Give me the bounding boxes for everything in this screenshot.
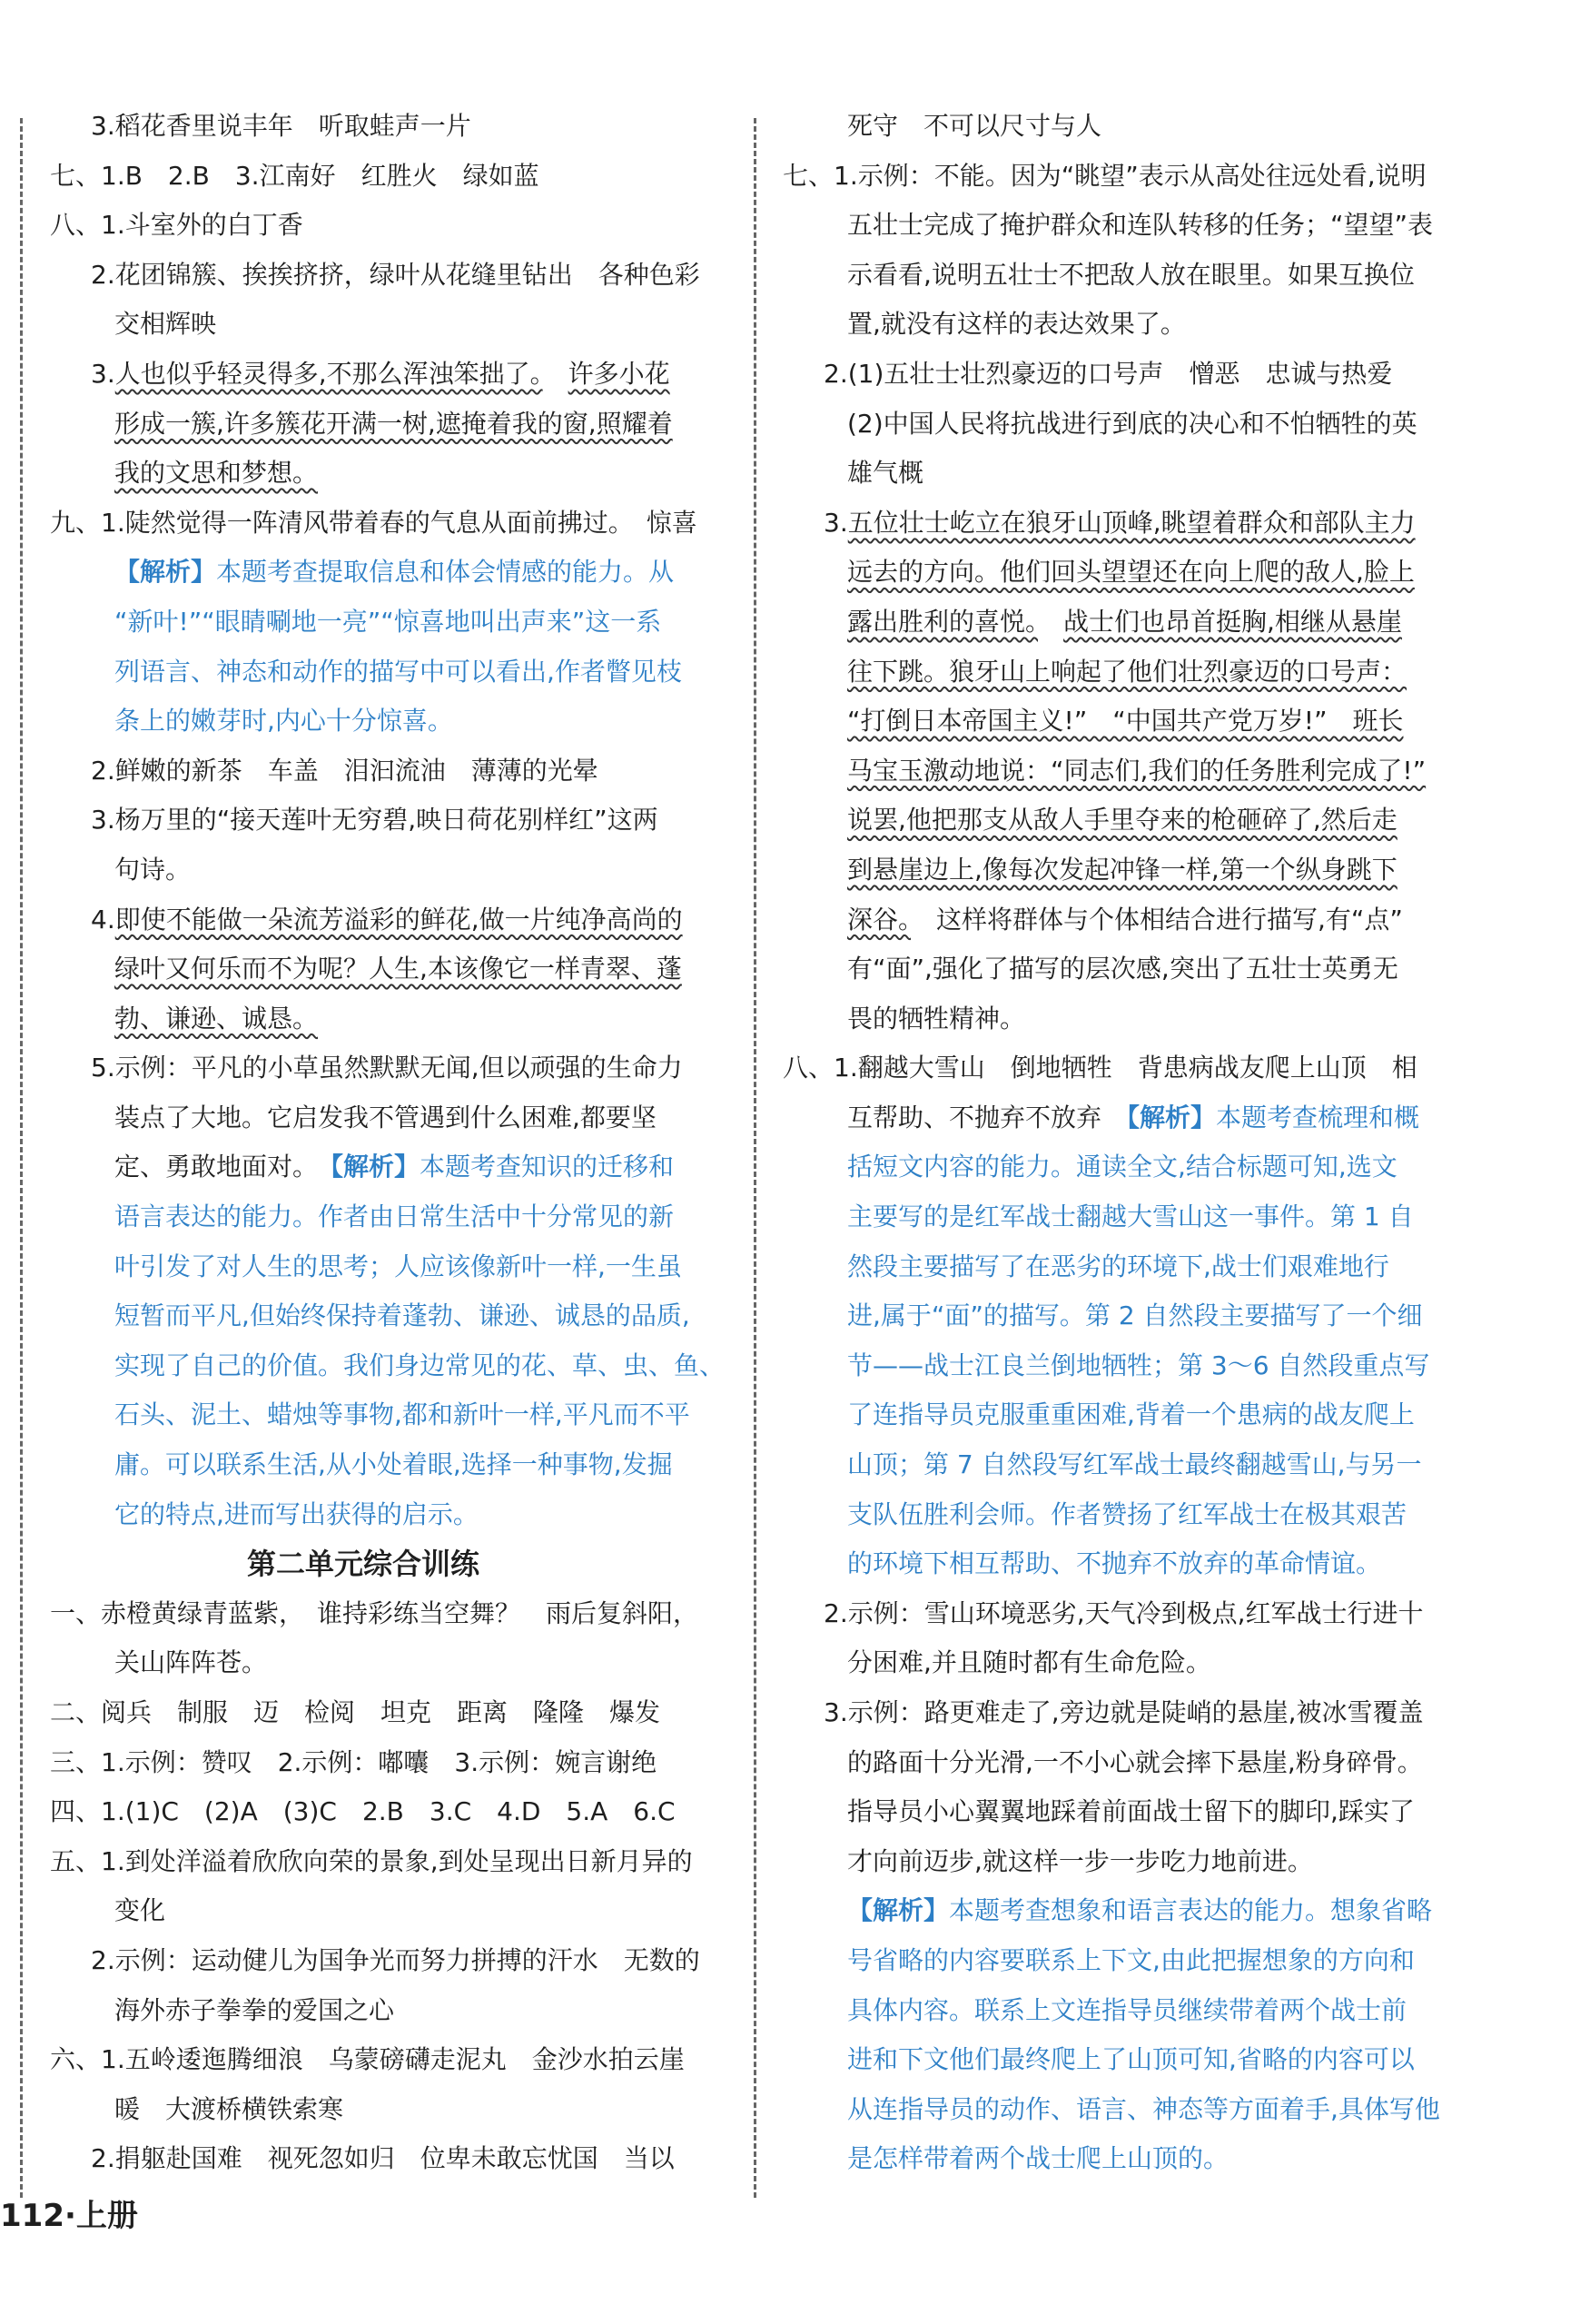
- analysis-text: 支队伍胜利会师。作者赞扬了红军战士在极其艰苦: [847, 1498, 1407, 1529]
- line-text: 句诗。: [114, 854, 192, 885]
- analysis-tag: 【解析】: [847, 1895, 950, 1926]
- answer-line: [783, 1886, 1482, 1936]
- answer-line: [783, 994, 1482, 1044]
- answer-line: [50, 1490, 749, 1540]
- line-text: 七、1.示例：不能。因为“眺望”表示从高处往远处看,说明: [783, 160, 1427, 191]
- answer-line: [50, 2134, 749, 2184]
- answer-line: [783, 499, 1482, 549]
- answer-line: [50, 1093, 749, 1143]
- wavy-underlined-text: 许多小花: [568, 358, 670, 389]
- answer-line: [783, 2035, 1482, 2085]
- line-text: 4.: [91, 904, 115, 935]
- wavy-underlined-text: 形成一簇,许多簇花开满一树,遮掩着我的窗,照耀着: [114, 408, 673, 439]
- analysis-text: 节——战士江良兰倒地牺牲；第 3～6 自然段重点写: [847, 1350, 1430, 1380]
- line-text: 八、1.翻越大雪山 倒地牺牲 背患病战友爬上山顶 相: [783, 1053, 1417, 1083]
- answer-line: [50, 152, 749, 202]
- line-text: 2.示例：雪山环境恶劣,天气冷到极点,红军战士行进十: [824, 1597, 1424, 1628]
- line-text: 八、1.斗室外的白丁香: [50, 210, 303, 241]
- line-text: 二、阅兵 制服 迈 检阅 坦克 距离 隆隆 爆发: [50, 1697, 661, 1727]
- wavy-underlined-text: 战士们也昂首挺胸,相继从悬崖: [1063, 606, 1402, 637]
- answer-line: [50, 1638, 749, 1688]
- answer-line: [50, 648, 749, 697]
- line-text: 交相辉映: [114, 309, 217, 340]
- line-text: [1038, 607, 1063, 637]
- answer-line: [50, 1242, 749, 1292]
- analysis-text: 石头、泥土、蜡烛等事物,都和新叶一样,平凡而不平: [114, 1399, 690, 1430]
- analysis-text: 实现了自己的价值。我们身边常见的花、草、虫、鱼、: [114, 1350, 726, 1380]
- analysis-text: 了连指导员克服重重困难,背着一个患病的战友爬上: [847, 1399, 1415, 1430]
- answer-line: [783, 102, 1482, 152]
- answer-line: [50, 2085, 749, 2135]
- answer-line: [50, 1787, 749, 1837]
- line-text: 2.捐躯赴国难 视死忽如归 位卑未敢忘忧国 当以: [91, 2143, 675, 2174]
- answer-line: [783, 1638, 1482, 1688]
- answer-line: [783, 251, 1482, 301]
- answer-line: [783, 1837, 1482, 1887]
- line-text: 变化: [114, 1895, 166, 1926]
- line-text: 六、1.五岭逶迤腾细浪 乌蒙磅礴走泥丸 金沙水拍云崖: [50, 2044, 685, 2075]
- answer-line: [783, 1043, 1482, 1093]
- answer-line: [50, 796, 749, 846]
- line-text: 2.(1)五壮士壮烈豪迈的口号声 憎恶 忠诚与热爱: [824, 358, 1393, 389]
- line-text: 这样将群体与个体相结合进行描写,有“点”: [911, 904, 1403, 935]
- line-text: 有“面”,强化了描写的层次感,突出了五壮士英勇无: [847, 954, 1398, 984]
- line-text: 分困难,并且随时都有生命危险。: [847, 1647, 1211, 1678]
- wavy-underlined-text: 我的文思和梦想。: [114, 458, 319, 489]
- line-text: 3.杨万里的“接天莲叶无穷碧,映日荷花别样红”这两: [91, 805, 658, 836]
- section-title: 第二单元综合训练: [246, 1547, 479, 1582]
- line-text: 定、勇敢地面对。: [114, 1152, 331, 1182]
- answer-line: [783, 697, 1482, 747]
- analysis-tag: 【解析】: [1127, 1102, 1217, 1132]
- line-text: 畏的牺牲精神。: [847, 1003, 1026, 1033]
- answer-line: [50, 1390, 749, 1440]
- answer-line: [783, 747, 1482, 796]
- line-text: 2.花团锦簇、挨挨挤挤，绿叶从花缝里钻出 各种色彩: [91, 259, 700, 290]
- wavy-underlined-text: 五位壮士屹立在狼牙山顶峰,眺望着群众和部队主力: [847, 507, 1416, 538]
- answer-line: [783, 449, 1482, 499]
- answer-line: [783, 1142, 1482, 1192]
- line-text: 三、1.示例：赞叹 2.示例：嘟囔 3.示例：婉言谢绝: [50, 1746, 657, 1777]
- wavy-underlined-text: 往下跳。狼牙山上响起了他们壮烈豪迈的口号声：: [847, 656, 1407, 687]
- answer-line: [50, 102, 749, 152]
- answer-line: [783, 201, 1482, 251]
- line-text: 5.示例：平凡的小草虽然默默无闻,但以顽强的生命力: [91, 1053, 683, 1083]
- answer-line: [783, 152, 1482, 202]
- answer-line: [783, 1936, 1482, 1986]
- line-text: 3.: [91, 358, 115, 389]
- answer-line: [50, 400, 749, 450]
- line-text: (2)中国人民将抗战进行到底的决心和不怕牺牲的英: [847, 408, 1417, 439]
- answer-line: [783, 1688, 1482, 1738]
- answer-line: [783, 1390, 1482, 1440]
- wavy-underlined-text: 露出胜利的喜悦。: [847, 606, 1039, 637]
- analysis-text: 它的特点,进而写出获得的启示。: [114, 1498, 479, 1529]
- answer-line: [783, 350, 1482, 400]
- line-text: 互帮助、不抛弃不放弃: [847, 1102, 1128, 1132]
- line-text: 暖 大渡桥横铁索寒: [114, 2093, 344, 2124]
- analysis-text: 本题考查提取信息和体会情感的能力。从: [216, 557, 675, 588]
- answer-line: [783, 400, 1482, 450]
- answer-line: [783, 846, 1482, 895]
- analysis-text: 本题考查梳理和概: [1216, 1102, 1420, 1132]
- analysis-text: 本题考查想象和语言表达的能力。想象省略: [949, 1895, 1433, 1926]
- answer-line: [783, 1738, 1482, 1788]
- answer-line: [783, 1440, 1482, 1490]
- answer-line: [783, 1986, 1482, 2036]
- wavy-underlined-text: “打倒日本帝国主义!” “中国共产党万岁!” 班长: [847, 706, 1404, 737]
- analysis-text: 进,属于“面”的描写。第 2 自然段主要描写了一个细: [847, 1300, 1423, 1331]
- answer-line: [50, 1738, 749, 1788]
- answer-line: [783, 1341, 1482, 1391]
- wavy-underlined-text: 人也似乎轻灵得多,不那么浑浊笨拙了。: [114, 358, 543, 389]
- answer-line: [50, 499, 749, 549]
- answer-line: [50, 895, 749, 945]
- answer-line: [783, 944, 1482, 994]
- line-text: 海外赤子拳拳的爱国之心: [114, 1994, 395, 2025]
- analysis-text: 短暂而平凡,但始终保持着蓬勃、谦逊、诚恳的品质,: [114, 1300, 690, 1331]
- line-text: 2.示例：运动健儿为国争光而努力拼搏的汗水 无数的: [91, 1944, 700, 1975]
- wavy-underlined-text: 深谷。: [847, 904, 912, 935]
- left-column: [50, 102, 749, 2184]
- answer-line: [50, 1986, 749, 2036]
- answer-line: [783, 1589, 1482, 1639]
- answer-line: [50, 1043, 749, 1093]
- answer-line: [50, 548, 749, 598]
- answer-line: [50, 300, 749, 350]
- answer-line: [50, 944, 749, 994]
- left-margin-dashed-line: [20, 118, 23, 2198]
- line-text: 指导员小心翼翼地踩着前面战士留下的脚印,踩实了: [847, 1796, 1415, 1827]
- answer-line: [50, 994, 749, 1044]
- answer-line: [783, 648, 1482, 697]
- line-text: 七、1.B 2.B 3.江南好 红胜火 绿如蓝: [50, 160, 539, 191]
- line-text: 四、1.(1)C (2)A (3)C 2.B 3.C 4.D 5.A 6.C: [50, 1796, 676, 1827]
- answer-line: [50, 747, 749, 796]
- line-text: [543, 359, 568, 389]
- wavy-underlined-text: 说罢,他把那支从敌人手里夺来的枪砸碎了,然后走: [847, 805, 1397, 836]
- answer-line: [50, 1142, 749, 1192]
- analysis-text: 叶引发了对人生的思考；人应该像新叶一样,一生虽: [114, 1251, 682, 1281]
- analysis-text: 条上的嫩芽时,内心十分惊喜。: [114, 706, 453, 737]
- analysis-text: 山顶；第 7 自然段写红军战士最终翻越雪山,与另一: [847, 1449, 1422, 1480]
- line-text: 五、1.到处洋溢着欣欣向荣的景象,到处呈现出日新月异的: [50, 1845, 693, 1876]
- answer-line: [50, 598, 749, 648]
- line-text: 一、赤橙黄绿青蓝紫， 谁持彩练当空舞？ 雨后复斜阳，: [50, 1597, 699, 1628]
- answer-line: [50, 201, 749, 251]
- answer-line: [50, 2035, 749, 2085]
- analysis-text: 主要写的是红军战士翻越大雪山这一事件。第 1 自: [847, 1202, 1414, 1232]
- wavy-underlined-text: 到悬崖边上,像每次发起冲锋一样,第一个纵身跳下: [847, 854, 1397, 885]
- page-number: 112·上册: [0, 2198, 138, 2234]
- analysis-text: 语言表达的能力。作者由日常生活中十分常见的新: [114, 1202, 675, 1232]
- line-text: 雄气概: [847, 458, 924, 489]
- line-text: 3.: [824, 507, 848, 538]
- answer-line: [50, 251, 749, 301]
- analysis-tag: 【解析】: [114, 557, 217, 588]
- answer-line: [783, 548, 1482, 598]
- line-text: 3.示例：路更难走了,旁边就是陡峭的悬崖,被冰雪覆盖: [824, 1697, 1424, 1727]
- answer-line: [783, 1787, 1482, 1837]
- answer-line: [783, 796, 1482, 846]
- line-text: 关山阵阵苍。: [114, 1647, 268, 1678]
- answer-line: [50, 1936, 749, 1986]
- analysis-text: 是怎样带着两个战士爬上山顶的。: [847, 2143, 1230, 2174]
- line-text: 示看看,说明五壮士不把敌人放在眼里。如果互换位: [847, 259, 1415, 290]
- answer-line: [783, 2134, 1482, 2184]
- analysis-text: 然段主要描写了在恶劣的环境下,战士们艰难地行: [847, 1251, 1389, 1281]
- wavy-underlined-text: 绿叶又何乐而不为呢？人生,本该像它一样青翠、蓬: [114, 954, 682, 984]
- line-text: 五壮士完成了掩护群众和连队转移的任务；“望望”表: [847, 210, 1434, 241]
- line-text: 的路面十分光滑,一不小心就会摔下悬崖,粉身碎骨。: [847, 1746, 1423, 1777]
- answer-line: [50, 1440, 749, 1490]
- answer-line: [783, 300, 1482, 350]
- answer-line: [50, 1341, 749, 1391]
- analysis-text: “新叶!”“眼睛唰地一亮”“惊喜地叫出声来”这一系: [114, 606, 662, 637]
- line-text: 九、1.陡然觉得一阵清风带着春的气息从面前拂过。 惊喜: [50, 507, 697, 538]
- line-text: 装点了大地。它启发我不管遇到什么困难,都要坚: [114, 1102, 657, 1132]
- line-text: 才向前迈步,就这样一步一步吃力地前进。: [847, 1845, 1313, 1876]
- wavy-underlined-text: 勃、谦逊、诚恳。: [114, 1003, 319, 1033]
- analysis-text: 的环境下相互帮助、不抛弃不放弃的革命情谊。: [847, 1548, 1382, 1579]
- answer-line: [783, 1539, 1482, 1589]
- answer-line: [50, 1837, 749, 1887]
- answer-line: [783, 1192, 1482, 1242]
- analysis-text: 从连指导员的动作、语言、神态等方面着手,具体写他: [847, 2093, 1440, 2124]
- answer-line: [783, 598, 1482, 648]
- answer-line: [50, 1192, 749, 1242]
- answer-line: [50, 1291, 749, 1341]
- answer-line: [50, 449, 749, 499]
- wavy-underlined-text: 马宝玉激动地说：“同志们,我们的任务胜利完成了!”: [847, 755, 1427, 786]
- analysis-tag: 【解析】: [331, 1152, 420, 1182]
- answer-line: [50, 1688, 749, 1738]
- answer-line: [783, 895, 1482, 945]
- column-divider-dashed-line: [754, 118, 756, 2198]
- answer-line: [50, 350, 749, 400]
- analysis-text: 号省略的内容要联系上下文,由此把握想象的方向和: [847, 1944, 1415, 1975]
- right-column: [783, 102, 1482, 2184]
- answer-line: [783, 1093, 1482, 1143]
- wavy-underlined-text: 即使不能做一朵流芳溢彩的鲜花,做一片纯净高尚的: [114, 904, 683, 935]
- analysis-text: 列语言、神态和动作的描写中可以看出,作者瞥见枝: [114, 656, 682, 687]
- line-text: 置,就没有这样的表达效果了。: [847, 309, 1186, 340]
- analysis-text: 括短文内容的能力。通读全文,结合标题可知,选文: [847, 1152, 1397, 1182]
- answer-line: [783, 1242, 1482, 1292]
- answer-line: [783, 1291, 1482, 1341]
- wavy-underlined-text: 远去的方向。他们回头望望还在向上爬的敌人,脸上: [847, 557, 1415, 588]
- answer-line: [50, 697, 749, 747]
- answer-line: [50, 846, 749, 895]
- analysis-text: 庸。可以联系生活,从小处着眼,选择一种事物,发掘: [114, 1449, 673, 1480]
- answer-line: [50, 1886, 749, 1936]
- analysis-text: 本题考查知识的迁移和: [420, 1152, 675, 1182]
- analysis-text: 具体内容。联系上文连指导员继续带着两个战士前: [847, 1994, 1407, 2025]
- answer-line: [783, 1490, 1482, 1540]
- answer-line: [783, 2085, 1482, 2135]
- line-text: 3.稻花香里说丰年 听取蛙声一片: [91, 111, 471, 141]
- answer-line: [50, 1589, 749, 1639]
- analysis-text: 进和下文他们最终爬上了山顶可知,省略的内容可以: [847, 2044, 1415, 2075]
- line-text: 2.鲜嫩的新茶 车盖 泪汩流油 薄薄的光晕: [91, 755, 598, 786]
- line-text: 死守 不可以尺寸与人: [847, 111, 1102, 141]
